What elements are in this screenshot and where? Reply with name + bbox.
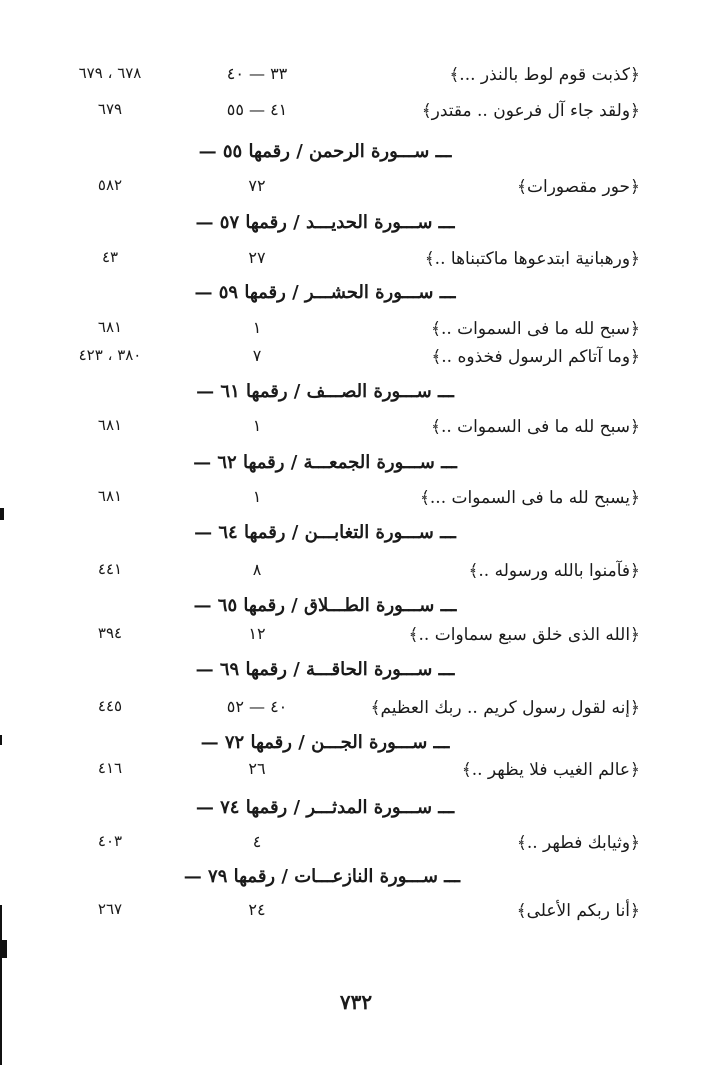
verse-number: ١	[252, 416, 262, 435]
page-reference: ٦٨١	[97, 318, 123, 336]
page-reference: ٣٨٠ ، ٤٢٣	[78, 346, 142, 364]
verse-number: ١	[252, 318, 262, 337]
verse-row	[0, 759, 712, 789]
verse-text: ﴿كذبت قوم لوط بالنذر ...﴾	[449, 65, 640, 85]
verse-text: ﴿سبح لله ما فى السموات ..﴾	[430, 417, 640, 437]
verse-row	[0, 100, 712, 130]
surah-heading: ـــ ســـورة الرحمن / رقمها ٥٥ —	[198, 141, 452, 162]
verse-text: ﴿حور مقصورات﴾	[517, 177, 640, 197]
page-reference: ٣٩٤	[97, 624, 123, 642]
surah-heading-row	[0, 866, 712, 896]
surah-heading: ـــ ســـورة الجـــن / رقمها ٧٢ —	[200, 732, 450, 753]
verse-text: ﴿وثيابك فطهر ..﴾	[516, 833, 640, 853]
verse-number: ١٢	[248, 624, 266, 643]
page-reference: ٤٣	[101, 248, 119, 266]
page-reference: ٢٦٧	[97, 900, 123, 918]
surah-heading-row	[0, 732, 712, 762]
verse-number: ٢٤	[248, 900, 266, 919]
verse-text: ﴿ورهبانية ابتدعوها ماكتبناها ..﴾	[424, 249, 640, 269]
verse-row	[0, 416, 712, 446]
surah-heading-row	[0, 212, 712, 242]
page-reference: ٥٨٢	[97, 176, 123, 194]
surah-heading: ـــ ســـورة الحاقـــة / رقمها ٦٩ —	[195, 659, 455, 680]
page-number: ٧٣٢	[339, 990, 373, 1014]
page-reference: ٦٧٩	[97, 100, 123, 118]
verse-number: ٢٧	[248, 248, 266, 267]
surah-heading-row	[0, 381, 712, 411]
surah-heading: ـــ ســـورة المدثـــر / رقمها ٧٤ —	[195, 797, 455, 818]
surah-heading-row	[0, 141, 712, 171]
page-reference: ٦٧٨ ، ٦٧٩	[78, 64, 142, 82]
page-reference: ٤٤١	[97, 560, 123, 578]
verse-number: ١	[252, 487, 262, 506]
page-reference: ٤١٦	[97, 759, 123, 777]
verse-text: ﴿عالم الغيب فلا يظهر ..﴾	[461, 760, 640, 780]
verse-number: ٨	[252, 560, 262, 579]
surah-heading: ـــ ســـورة التغابـــن / رقمها ٦٤ —	[194, 522, 456, 543]
verse-number: ٧	[252, 346, 262, 365]
verse-row	[0, 624, 712, 654]
verse-text: ﴿وما آتاكم الرسول فخذوه ..﴾	[431, 347, 640, 367]
scan-mark	[0, 735, 2, 745]
verse-row	[0, 560, 712, 590]
verse-text: ﴿أنا ربكم الأعلى﴾	[516, 901, 640, 921]
verse-text: ﴿يسبح لله ما فى السموات ...﴾	[419, 488, 640, 508]
surah-heading-row	[0, 282, 712, 312]
scan-mark	[0, 508, 4, 520]
verse-number: ٤٠ — ٥٢	[226, 697, 288, 716]
verse-number: ٣٣ — ٤٠	[226, 64, 288, 83]
verse-row	[0, 697, 712, 727]
surah-heading-row	[0, 522, 712, 552]
verse-row	[0, 832, 712, 862]
verse-text: ﴿سبح لله ما فى السموات ..﴾	[430, 319, 640, 339]
surah-heading-row	[0, 595, 712, 625]
verse-row	[0, 176, 712, 206]
verse-text: ﴿إنه لقول رسول كريم .. ربك العظيم﴾	[370, 698, 640, 718]
verse-row	[0, 64, 712, 94]
verse-row	[0, 318, 712, 348]
verse-text: ﴿الله الذى خلق سبع سماوات ..﴾	[408, 625, 640, 645]
scan-mark	[0, 905, 2, 1065]
page-reference: ٦٨١	[97, 487, 123, 505]
verse-number: ٤١ — ٥٥	[226, 100, 288, 119]
verse-number: ٢٦	[248, 759, 266, 778]
scan-mark	[2, 940, 7, 958]
verse-text: ﴿ولقد جاء آل فرعون .. مقتدر﴾	[421, 101, 640, 121]
verse-number: ٤	[252, 832, 262, 851]
verse-row	[0, 900, 712, 930]
surah-heading: ـــ ســـورة الجمعـــة / رقمها ٦٢ —	[193, 452, 457, 473]
surah-heading: ـــ ســـورة الصـــف / رقمها ٦١ —	[196, 381, 454, 402]
verse-row	[0, 346, 712, 376]
page-reference: ٤٤٥	[97, 697, 123, 715]
page-reference: ٦٨١	[97, 416, 123, 434]
surah-heading: ـــ ســـورة الحديـــد / رقمها ٥٧ —	[195, 212, 455, 233]
surah-heading-row	[0, 659, 712, 689]
surah-heading: ـــ ســـورة الحشـــر / رقمها ٥٩ —	[194, 282, 456, 303]
surah-heading: ـــ ســـورة الطـــلاق / رقمها ٦٥ —	[193, 595, 457, 616]
verse-row	[0, 248, 712, 278]
page-reference: ٤٠٣	[97, 832, 123, 850]
surah-heading-row	[0, 797, 712, 827]
surah-heading: ـــ ســـورة النازعـــات / رقمها ٧٩ —	[183, 866, 460, 887]
verse-text: ﴿فآمنوا بالله ورسوله ..﴾	[468, 561, 640, 581]
surah-heading-row	[0, 452, 712, 482]
verse-row	[0, 487, 712, 517]
verse-number: ٧٢	[248, 176, 266, 195]
